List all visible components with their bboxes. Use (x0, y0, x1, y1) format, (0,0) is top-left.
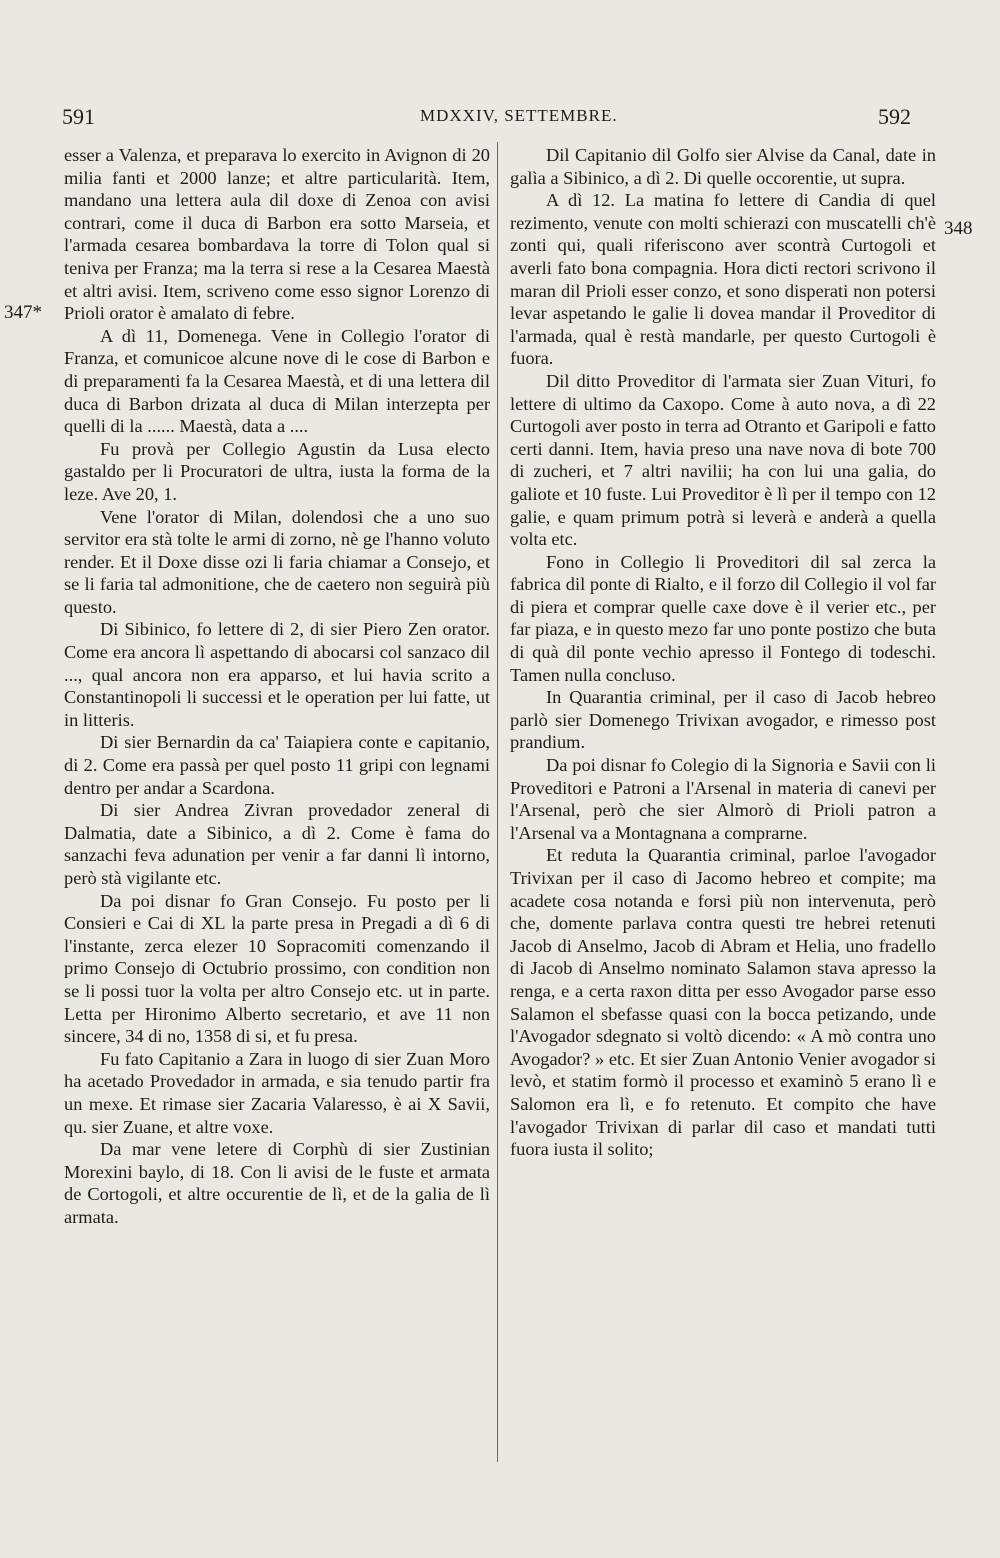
paragraph: Da mar vene letere di Corphù di sier Zustinian Morexini baylo, di 18. Con li avisi de le fuste et armata de Cortogoli, et altre occurentie de lì, et de la galia de lì armata. (64, 1139, 490, 1227)
left-column (64, 144, 490, 1229)
margin-note-right: 348 (944, 218, 973, 239)
paragraph: Dil Capitanio dil Golfo sier Alvise da Canal, date in galìa a Sibinico, a dì 2. Di quelle occorentie, ut supra. (510, 145, 936, 188)
running-title: MDXXIV, SETTEMBRE. (420, 106, 618, 125)
paragraph: Et reduta la Quarantia criminal, parloe l'avogador Trivixan per il caso di Jacomo hebreo et compite; ma acadete cosa notanda e forsi più non intervenuta, però che, domente parlava contra questi tre hebrei retenuti Jacob di Anselmo, Jacob di Abram et Helia, uno fradello di Jacob di Anselmo nominato Salamon stava apresso la renga, e a certa raxon ditta per esso Avogador parse esso Salamon el sbefasse quasi con la bocca petizando, unde l'Avogador sdegnato si voltò dicendo: « A mò contra uno Avogador? » etc. Et sier Zuan Antonio Venier avogador si levò, et statim formò il processo et examinò 5 erano lì e Salomon era lì, e fo retenuto. Et compito che have l'avogador Trivixan di parlar dil caso et mandati tutti fuora iusta il solito; (510, 845, 936, 1160)
paragraph: Fono in Collegio li Proveditori dil sal zerca la fabrica dil ponte di Rialto, e il forzo dil Collegio il vol far di piera et comprar quelle caxe dove è il verier etc., per far piaza, e in questo mezo far uno ponte postizo che buta di quà dil ponte vechio apresso il Fontego di todeschi. Tamen nulla concluso. (510, 551, 936, 685)
paragraph: Dil ditto Proveditor di l'armata sier Zuan Vituri, fo lettere di ultimo da Caxopo. Come à auto nova, a dì 22 Curtogoli aver posto in terra ad Otranto et Garipoli e fatto certi danni. Item, havia preso una nave nova di bote 700 di zucheri, et 7 altri navilii; ha con lui una galia, do galiote et 10 fuste. Lui Proveditor è lì per il tempo con 12 galie, e quam primum potrà si leverà e anderà a quella volta etc. (510, 370, 936, 550)
page-header (0, 104, 1000, 134)
paragraph: Di Sibinico, fo lettere di 2, di sier Piero Zen orator. Come era ancora lì aspettando di abocarsi col sanzaco dil ..., qual ancora non era apparso, et lui havia scrito a Constantinopoli li successi et le operation per lui fatte, ut in litteris. (64, 619, 490, 730)
margin-note-left: 347* (4, 302, 42, 323)
paragraph: esser a Valenza, et preparava lo exercito in Avignon di 20 milia fanti et 2000 lanze; et altre particularità. Item, mandano una lettera aula dil doxe di Zenoa con avisi contrari, come il duca di Barbon era sotto Marseia, et l'armada cesarea bombardava la torre di Tolon qual si teniva per Franza; ma la terra si rese a la Cesarea Maestà et altri avisi. Item, scriveno come esso signor Lorenzo di Prioli orator è amalato di febre. (64, 145, 490, 324)
paragraph: A dì 12. La matina fo lettere di Candia di quel rezimento, venute con molti schierazi con muscatelli ch'è zonti qui, quali riferiscono aver scontrà Curtogoli et averli fato bona compagnia. Hora dicti rectori scrivono il maran dil Prioli esser conzo, et sono disperati non potersi levar aspetando le galie li dovea mandar il Proveditor di l'armada, qual è restà mandarle, per questo Curtogoli è fuora. (510, 190, 936, 369)
paragraph: Vene l'orator di Milan, dolendosi che a uno suo servitor era stà tolte le armi di zorno, nè ge l'hanno voluto render. Et il Doxe disse ozi li faria chiamar a Consejo, et se li faria tal admonitione, che de caetero non seguirà più questo. (64, 506, 490, 617)
paragraph: Da poi disnar fo Colegio di la Signoria e Savii con li Proveditori e Patroni a l'Arsenal in materia di canevi per l'Arsenal, però che sier Almorò di Prioli patron a l'Arsenal va a Montagnana a comprarne. (510, 755, 936, 843)
right-column (510, 144, 936, 1161)
paragraph: Da poi disnar fo Gran Consejo. Fu posto per li Consieri e Cai di XL la parte presa in Pregadi a dì 6 di l'instante, zerca elezer 10 Sopracomiti comenzando il primo Consejo di Octubrio prossimo, con condition non se li possi tuor la volta per altro Consejo etc. ut in parte. Letta per Hironimo Alberto secretario, et ave 11 non sincere, 34 di no, 1358 di si, et fu presa. (64, 890, 490, 1047)
column-divider (497, 142, 498, 1462)
paragraph: Fu fato Capitanio a Zara in luogo di sier Zuan Moro ha acetado Provedador in armada, e sia tenudo partir fra un mexe. Et rimase sier Zacaria Valaresso, è ai X Savii, qu. sier Zuane, et altre voxe. (64, 1048, 490, 1137)
paragraph: Fu provà per Collegio Agustin da Lusa electo gastaldo per li Procuratori de ultra, iusta la forma de la leze. Ave 20, 1. (64, 438, 490, 504)
page-number-right: 592 (878, 104, 911, 129)
page-number-left: 591 (62, 104, 95, 129)
paragraph: Di sier Bernardin da ca' Taiapiera conte e capitanio, di 2. Come era passà per quel posto 11 gripi con legnami dentro per andar a Scardona. (64, 732, 490, 798)
paragraph: Di sier Andrea Zivran provedador zeneral di Dalmatia, date a Sibinico, a dì 2. Come è fama do sanzachi feva adunation per venir a far danni lì intorno, però stà vigilante etc. (64, 800, 490, 888)
paragraph: A dì 11, Domenega. Vene in Collegio l'orator di Franza, et comunicoe alcune nove di le cose di Barbon e di preparamenti fa la Cesarea Maestà, et di una lettera dil duca di Barbon drizata al duca di Milan interzepta per quelli di la ...... Maestà, data a .... (64, 325, 490, 437)
paragraph: In Quarantia criminal, per il caso di Jacob hebreo parlò sier Domenego Trivixan avogador, e rimesso post prandium. (510, 687, 936, 753)
